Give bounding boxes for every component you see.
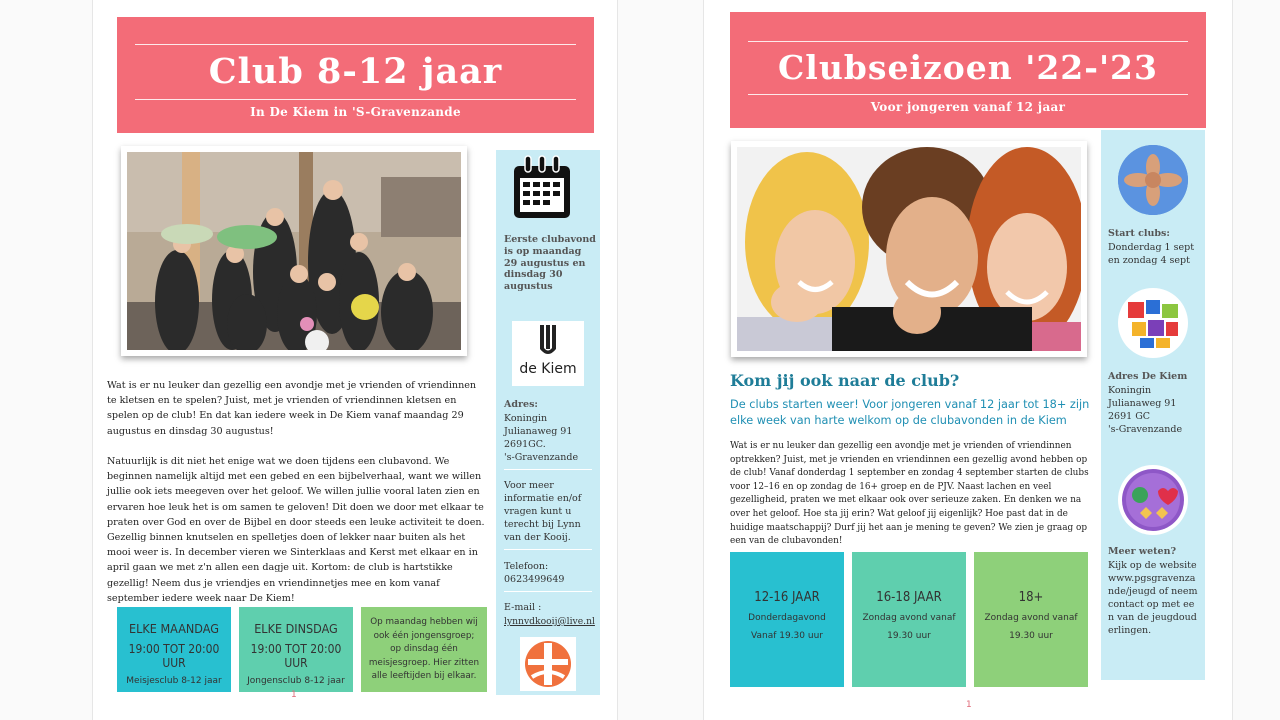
flyer-page-clubseizoen xyxy=(703,0,1233,720)
club-18plus-box xyxy=(974,552,1088,687)
start-clubs-label: Start clubs: xyxy=(1108,228,1170,239)
club-16-18-box xyxy=(852,552,966,687)
flyer-page-club-8-12 xyxy=(92,0,618,720)
address-line: 's-Gravenzande xyxy=(1108,424,1183,435)
page-title: Club 8-12 jaar xyxy=(208,51,503,92)
page-subtitle: Voor jongeren vanaf 12 jaar xyxy=(870,100,1066,114)
puzzle-icon xyxy=(1118,288,1188,358)
page-title: Clubseizoen '22-'23 xyxy=(778,48,1158,87)
box-desc: Jongensclub 8-12 jaar xyxy=(247,676,345,686)
box-time: 19.30 uur xyxy=(887,631,931,641)
hands-together-icon xyxy=(1118,145,1188,215)
calendar-icon xyxy=(512,152,572,222)
info-sidebar xyxy=(496,150,600,695)
page-number: 1 xyxy=(966,700,972,710)
title-banner xyxy=(117,17,594,133)
groups-note-box xyxy=(361,607,487,692)
start-clubs-text: Donderdag 1 sept en zondag 4 sept xyxy=(1108,242,1195,266)
address-label: Adres: xyxy=(504,399,538,410)
group-photo xyxy=(121,146,467,356)
section-subheading: De clubs starten weer! Voor jongeren vanaf 12 jaar tot 18+ zijn elke week van harte welkom op de clubavonden in de Kiem xyxy=(730,398,1090,427)
email-label: E-mail : xyxy=(504,602,542,613)
intro-paragraph: Wat is er nu leuker dan gezellig een avondje met je vrienden of vriendinnen te kletsen en te spelen? Juist, met je vrienden of vriendinnen kletsen en spelen op de club! En dat kan iedere week in De Kiem vanaf maandag 29 augustus en dinsdag 30 augustus! xyxy=(107,380,477,437)
phone-number: 0623499649 xyxy=(504,574,565,585)
address-line: 2691GC. xyxy=(504,439,546,450)
contact-info-text: Voor meer informatie en/of vragen kunt u terecht bij Lynn van der Kooij. xyxy=(504,480,582,543)
club-12-16-box xyxy=(730,552,844,687)
address-line: Julianaweg 91 xyxy=(1108,398,1177,409)
address-line: 's-Gravenzande xyxy=(504,452,579,463)
box-day: Zondag avond vanaf xyxy=(984,613,1078,623)
kids-costume-photo xyxy=(127,152,461,350)
tuesday-club-box xyxy=(239,607,353,692)
title-banner xyxy=(730,12,1206,128)
box-age: 16-18 JAAR xyxy=(876,590,942,605)
more-info-text: Kijk op de website www.pgsgravenzande/jeugd of neem contact op met een van de jeugdouderlingen. xyxy=(1108,560,1198,636)
de-kiem-logo xyxy=(512,321,584,386)
address-line: Koningin xyxy=(1108,385,1152,396)
address-line: Koningin xyxy=(504,413,548,424)
church-logo-icon xyxy=(520,637,576,691)
box-day: Donderdagavond xyxy=(748,613,826,623)
body-paragraph: Wat is er nu leuker dan gezellig een avondje met je vrienden of vriendinnen optrekken? Juist, met je vrienden en vriendinnen een gezellig avond hebben op de club! Vanaf donderdag 1 september en zondag 4 september starten de clubs voor 12–16 en op zondag de 16+ groep en de PJV. Naast lachen en veel gezelligheid, praten we met elkaar ook over serieuze zaken. En denken we na over het geloof. Hoe sta jij erin? Wat geloof jij eigenlijk? Hoe past dat in de huidige maatschappij? Durf jij het aan je mening te geven? We zien je graag op een van de clubavonden! xyxy=(730,441,1089,547)
groups-note-text: Op maandag hebben wij ook één jongensgroep; op dinsdag één meisjesgroep. Hier zitten alle leeftijden bij elkaar. xyxy=(368,617,480,681)
first-evening-text: Eerste clubavond is op maandag 29 augustus en dinsdag 30 augustus xyxy=(504,234,596,293)
box-age: 12-16 JAAR xyxy=(754,590,820,605)
section-heading: Kom jij ook naar de club? xyxy=(730,371,960,390)
box-day: ELKE MAANDAG xyxy=(129,621,219,636)
body-paragraph: Natuurlijk is dit niet het enige wat we doen tijdens een clubavond. We beginnen namelijk altijd met een gebed en een bijbelverhaal, want we willen jullie ook iets meegeven over het geloof. We willen jullie vooral laten zien en ervaren hoe leuk het is om samen te geloven! Dit doen we door met elkaar te praten over God en over de Bijbel en door steeds een leuke activiteit te doen. Gezellig binnen knutselen en spelletjes doen of lekker naar buiten als het mooi weer is. In december vieren we Sinterklaas and Kerst met elkaar en in april gaan we met z'n allen een dagje uit. Kortom: de club is hartstikke gezellig! Neem dus je vriendjes en vriendinnetjes mee en kom vanaf september iedere week naar De Kiem! xyxy=(107,456,485,604)
address-line: Julianaweg 91 xyxy=(504,426,573,437)
box-time: 19:00 TOT 20:00 UUR xyxy=(250,642,342,670)
teens-photo xyxy=(731,141,1087,357)
faith-symbols-icon xyxy=(1118,465,1188,535)
page-number: 1 xyxy=(291,690,297,700)
monday-club-box xyxy=(117,607,231,692)
box-age: 18+ xyxy=(1018,590,1044,605)
box-time: 19:00 TOT 20:00 UUR xyxy=(128,642,220,670)
address-line: 2691 GC xyxy=(1108,411,1151,422)
box-day: ELKE DINSDAG xyxy=(254,621,338,636)
de-kiem-logo-mark xyxy=(512,321,584,361)
email-link[interactable]: lynnvdkooij@live.nl xyxy=(504,616,595,627)
phone-label: Telefoon: xyxy=(504,561,549,572)
address-label: Adres De Kiem xyxy=(1108,371,1188,382)
de-kiem-logo-text: de Kiem xyxy=(519,361,577,377)
box-desc: Meisjesclub 8-12 jaar xyxy=(126,676,222,686)
page-subtitle: In De Kiem in 'S-Gravenzande xyxy=(250,105,461,119)
laughing-teens-photo xyxy=(737,147,1081,351)
box-time: Vanaf 19.30 uur xyxy=(751,631,823,641)
box-day: Zondag avond vanaf xyxy=(862,613,956,623)
more-info-label: Meer weten? xyxy=(1108,546,1177,557)
box-time: 19.30 uur xyxy=(1009,631,1053,641)
info-sidebar xyxy=(1101,130,1205,680)
